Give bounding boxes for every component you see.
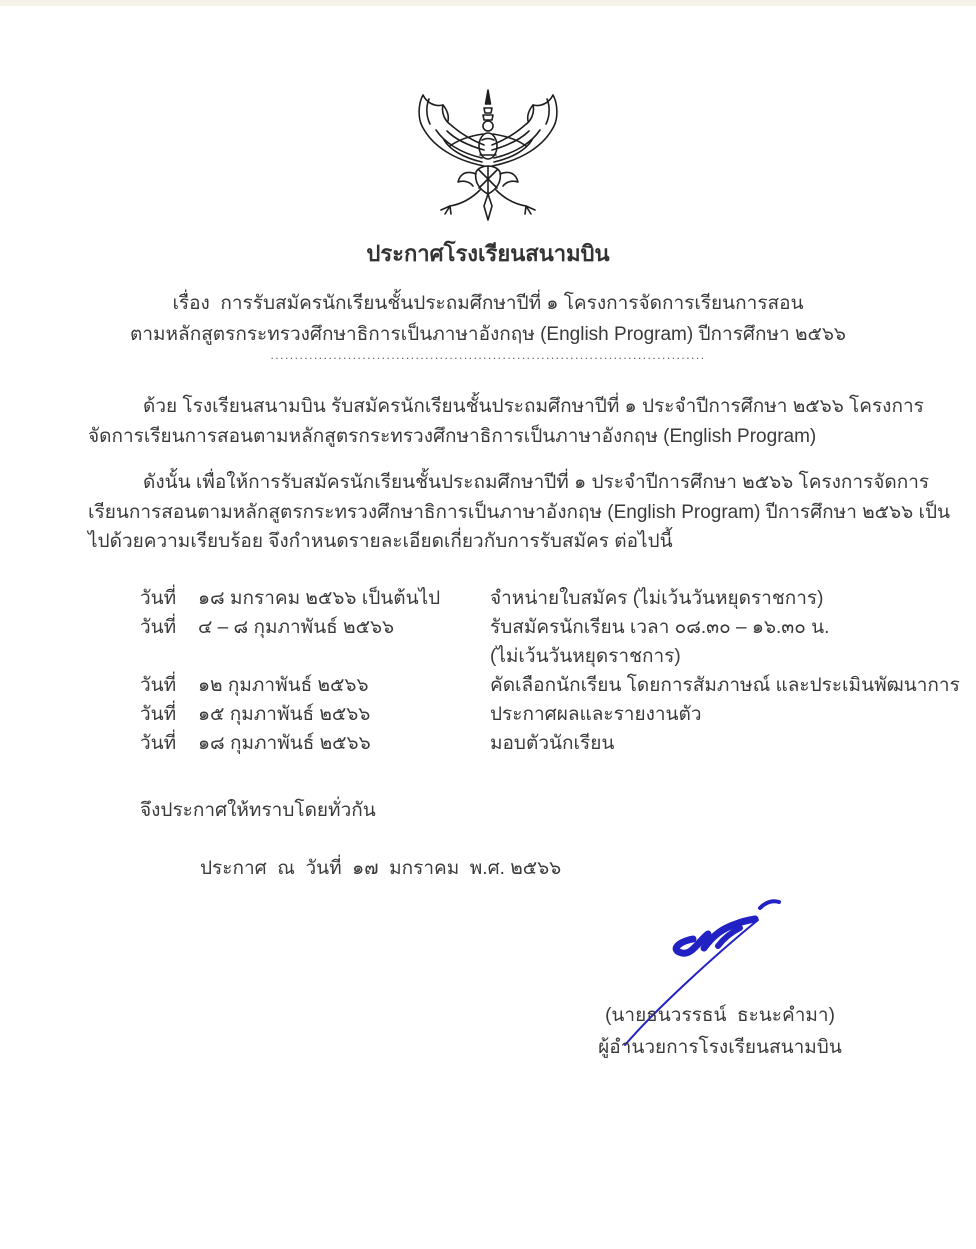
- schedule-activity: มอบตัวนักเรียน: [490, 733, 615, 754]
- schedule-label: วันที่: [140, 704, 177, 725]
- garuda-emblem-icon: [400, 88, 576, 235]
- schedule-row: [140, 728, 956, 757]
- schedule-activity: ประกาศผลและรายงานตัว: [490, 704, 702, 725]
- schedule-activity: คัดเลือกนักเรียน โดยการสัมภาษณ์ และประเมินพัฒนาการ: [490, 675, 960, 696]
- schedule-date: ๑๒ กุมภาพันธ์ ๒๕๖๖: [198, 675, 369, 696]
- paragraph-2: ดังนั้น เพื่อให้การรับสมัครนักเรียนชั้นประถมศึกษาปีที่ ๑ ประจำปีการศึกษา ๒๕๖๖ โครงการจัดการเรียนการสอนตามหลักสูตรกระทรวงศึกษาธิการเป็นภาษาอังกฤษ (English Program) ปีการศึกษา ๒๕๖๖ เป็นไปด้วยความเรียบร้อย จึงกำหนดรายละเอียดเกี่ยวกับการรับสมัคร ต่อไปนี้: [88, 472, 950, 552]
- schedule-date: ๔ – ๘ กุมภาพันธ์ ๒๕๖๖: [198, 617, 395, 638]
- signer-title: ผู้อำนวยการโรงเรียนสนามบิน: [598, 1036, 842, 1058]
- schedule-row: [140, 699, 956, 728]
- subject-line-2: ตามหลักสูตรกระทรวงศึกษาธิการเป็นภาษาอังกฤษ (English Program) ปีการศึกษา ๒๕๖๖: [130, 324, 846, 345]
- schedule-table: [140, 583, 960, 757]
- schedule-label: วันที่: [140, 675, 177, 696]
- schedule-activity: รับสมัครนักเรียน เวลา ๐๘.๓๐ – ๑๖.๓๐ น.: [490, 617, 830, 638]
- schedule-row: [140, 641, 956, 670]
- schedule-label: วันที่: [140, 733, 177, 754]
- schedule-date: ๑๘ มกราคม ๒๕๖๖ เป็นต้นไป: [198, 588, 441, 609]
- schedule-label: วันที่: [140, 617, 177, 638]
- closing-line: จึงประกาศให้ทราบโดยทั่วกัน: [140, 800, 376, 821]
- schedule-activity: (ไม่เว้นวันหยุดราชการ): [490, 646, 681, 667]
- top-strip: [0, 0, 976, 6]
- dotted-divider: ..........................................................................................: [270, 348, 706, 362]
- schedule-date: ๑๘ กุมภาพันธ์ ๒๕๖๖: [198, 733, 371, 754]
- schedule-activity: จำหน่ายใบสมัคร (ไม่เว้นวันหยุดราชการ): [490, 588, 824, 609]
- announcement-date-line: ประกาศ ณ วันที่ ๑๗ มกราคม พ.ศ. ๒๕๖๖: [200, 858, 562, 879]
- signer-block: [555, 1000, 885, 1063]
- schedule-row: [140, 583, 956, 612]
- subject-line-1: เรื่อง การรับสมัครนักเรียนชั้นประถมศึกษาปีที่ ๑ โครงการจัดการเรียนการสอน: [172, 293, 804, 314]
- schedule-date: ๑๕ กุมภาพันธ์ ๒๕๖๖: [198, 704, 371, 725]
- signer-name: (นายธนวรรธน์ ธะนะคำมา): [605, 1005, 835, 1026]
- schedule-label: วันที่: [140, 588, 177, 609]
- document-title: ประกาศโรงเรียนสนามบิน: [366, 241, 610, 266]
- schedule-row: [140, 612, 956, 641]
- paragraph-1: ด้วย โรงเรียนสนามบิน รับสมัครนักเรียนชั้นประถมศึกษาปีที่ ๑ ประจำปีการศึกษา ๒๕๖๖ โครงการจัดการเรียนการสอนตามหลักสูตรกระทรวงศึกษาธิการเป็นภาษาอังกฤษ (English Program): [88, 396, 924, 447]
- schedule-row: [140, 670, 960, 699]
